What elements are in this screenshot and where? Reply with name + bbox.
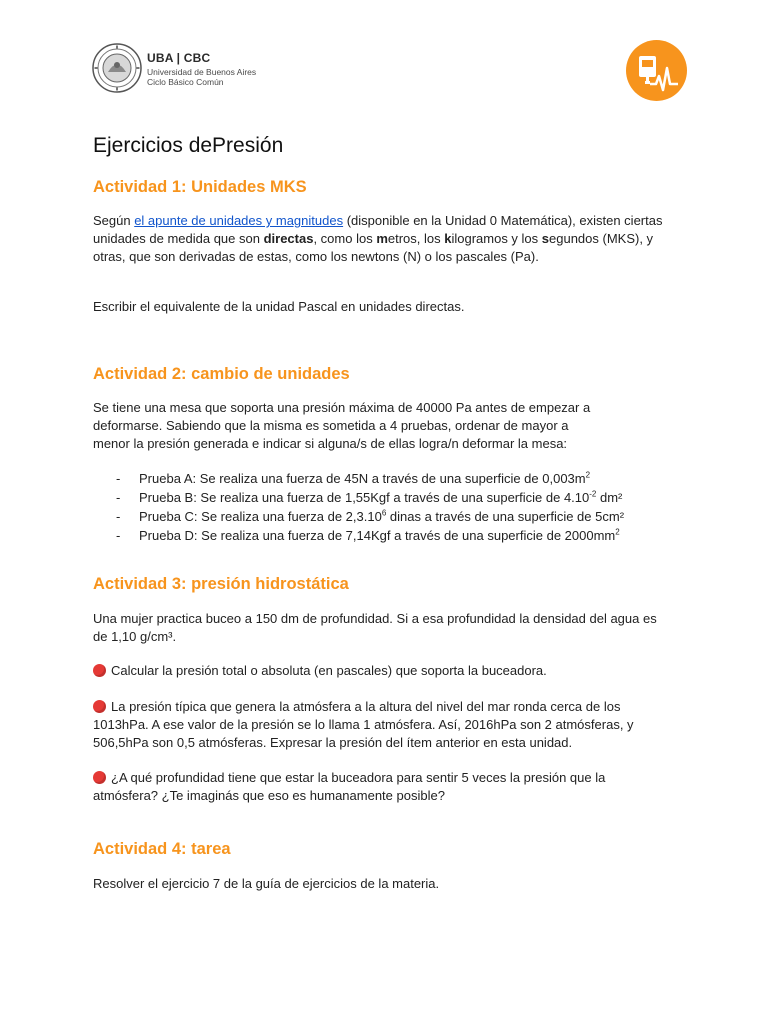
list-item: - Prueba A: Se realiza una fuerza de 45N a través de una superficie de $0,003m^2$ (116, 470, 591, 486)
text-span: , como los (313, 231, 377, 246)
text-span: Según (93, 213, 135, 228)
bold-text: directas (263, 231, 314, 246)
question-text: La presión típica que genera la atmósfera a la altura del nivel del mar ronda cerca de los 1013hPa. A ese valor de la presión se lo llama 1 atmósfera. Así, 2016hPa son 2 atmósferas, y 506,5hPa son 0,5 atmósferas. Expresar la presión del ítem anterior en esta unidad. (93, 699, 634, 750)
test-tail: dinas a través de una superficie de 5cm² (386, 509, 625, 524)
text-span: ilogramos y los (451, 231, 542, 246)
act4-heading: Actividad 4: tarea (93, 840, 231, 858)
red-circle-icon (93, 664, 106, 677)
text-line: Se tiene una mesa que soporta una presión máxima de 40000 Pa antes de empezar a (93, 400, 591, 415)
test-text: Prueba A: Se realiza una fuerza de 45N a través de una superficie de 0,003m (139, 471, 586, 486)
red-circle-icon (93, 700, 106, 713)
test-text: Prueba D: Se realiza una fuerza de 7,14Kgf a través de una superficie de 2000mm (139, 528, 616, 543)
question-text: Calcular la presión total o absoluta (en pascales) que soporta la buceadora. (111, 663, 547, 678)
text-span: (disponible en la Unidad 0 Matemática), existen ciertas unidades de medida que son (93, 213, 663, 246)
test-tail: dm² (596, 490, 623, 505)
act1-heading: Actividad 1: Unidades MKS (93, 178, 307, 196)
test-text: Prueba C: Se realiza una fuerza de 2,3.10 (139, 509, 382, 524)
text-line: menor la presión generada e indicar si alguna/s de ellas logra/n deformar la mesa: (93, 436, 568, 451)
bold-letter: m (376, 231, 388, 246)
act3-question-1 (93, 662, 673, 680)
act3-question-3 (93, 769, 673, 805)
uba-seal-logo (92, 43, 142, 93)
act1-instruction: Escribir el equivalente de la unidad Pascal en unidades directas. (93, 299, 465, 314)
act1-paragraph (93, 212, 673, 266)
superscript: 2 (585, 470, 591, 480)
red-circle-icon (93, 771, 106, 784)
act2-intro (93, 399, 693, 453)
superscript: 2 (615, 527, 620, 537)
text-span: egundos (MKS), y otras, que son derivadas de estas, como los newtons (N) o los pascales (Pa). (93, 231, 654, 264)
org-short: UBA | CBC (147, 51, 211, 65)
org-name: Universidad de Buenos Aires (147, 67, 257, 77)
bold-letter: s (541, 231, 550, 246)
apunte-link[interactable]: el apunte de unidades y magnitudes (134, 213, 344, 228)
bold-letter: k (444, 231, 452, 246)
tests-list (93, 469, 683, 545)
list-item: - Prueba D: Se realiza una fuerza de 7,14Kgf a través de una superficie de $2000mm^2$ (116, 527, 620, 543)
test-text: Prueba B: Se realiza una fuerza de 1,55Kgf a través de una superficie de 4.10 (139, 490, 590, 505)
act3-question-2 (93, 698, 673, 752)
uba-wordmark (147, 52, 256, 87)
text-line: deformarse. Sabiendo que la misma es sometida a 4 pruebas, ordenar de mayor a (93, 418, 569, 433)
superscript: -2 (589, 489, 597, 499)
list-item: - Prueba C: Se realiza una fuerza de 2,3.10$^6$ dinas a través de una superficie de 5cm² (116, 508, 625, 524)
act2-heading: Actividad 2: cambio de unidades (93, 365, 350, 383)
document-title: Ejercicios dePresión (93, 134, 284, 157)
act3-heading: Actividad 3: presión hidrostática (93, 575, 349, 593)
list-item: - Prueba B: Se realiza una fuerza de 1,55Kgf a través de una superficie de $4.10^{-2}$ dm² (116, 489, 623, 505)
superscript: 6 (381, 508, 387, 518)
act3-intro: Una mujer practica buceo a 150 dm de profundidad. Si a esa profundidad la densidad del agua es de 1,10 g/cm³. (93, 611, 657, 644)
iv-drip-pulse-icon (626, 40, 687, 101)
org-unit: Ciclo Básico Común (147, 77, 224, 87)
question-text: ¿A qué profundidad tiene que estar la buceadora para sentir 5 veces la presión que la atmósfera? ¿Te imaginás que eso es humanamente posible? (93, 770, 606, 803)
act4-text: Resolver el ejercicio 7 de la guía de ejercicios de la materia. (93, 876, 440, 891)
text-span: etros, los (387, 231, 445, 246)
